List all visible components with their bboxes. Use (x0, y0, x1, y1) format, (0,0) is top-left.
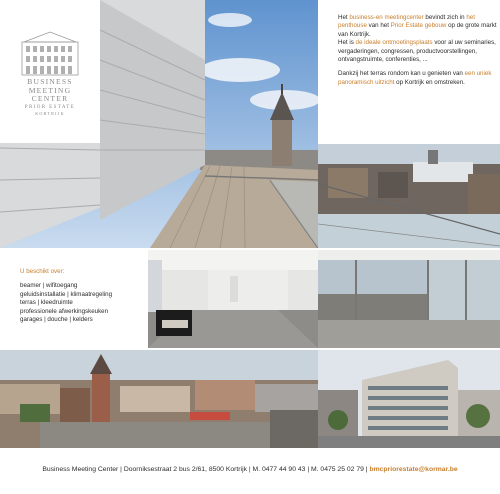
features-heading: U beschikt over: (20, 268, 65, 275)
features-line: garages | douche | kelders (20, 316, 93, 324)
footer-separator: | (120, 466, 124, 473)
features-list (20, 268, 148, 324)
footer-company: Business Meeting Center (42, 466, 119, 473)
intro-text-run: van het (366, 22, 391, 30)
intro-highlight: business-en meetingcenter (349, 14, 424, 21)
intro-text-run: op Kortrijk en omstreken. (394, 78, 465, 86)
footer-phone-2[interactable]: M. 0475 25 02 79 (310, 466, 364, 473)
footer-email-link[interactable]: bmcpriorestate@kormar.be (369, 466, 458, 473)
features-line: geluidsinstallatie | klimaatregeling (20, 290, 113, 298)
logo-panel (0, 0, 100, 143)
footer-phone-1[interactable]: M. 0477 44 90 43 (252, 466, 306, 473)
intro-text (338, 14, 498, 93)
intro-highlight: een uniek panoramisch uitzicht (338, 70, 492, 86)
intro-text-run: Het (338, 14, 350, 21)
building-logo-icon (20, 30, 80, 76)
logo-line-prior-estate: PRIOR ESTATE (24, 104, 76, 110)
footer-separator: | (307, 466, 311, 473)
intro-text-run: Het is (338, 39, 356, 47)
logo-wordmark (0, 78, 100, 116)
logo-line-meeting: MEETING (28, 85, 72, 95)
intro-highlight: Prior Estate gebouw (390, 22, 447, 30)
prior-estate-building-photo (318, 350, 500, 448)
intro-paragraph-1 (338, 14, 498, 64)
intro-highlight: het penthouse (338, 14, 475, 30)
logo-line-business: BUSINESS (27, 77, 73, 86)
features-line: beamer | wifitoegang (20, 282, 78, 290)
city-view-photo (318, 144, 500, 248)
market-square-photo (0, 350, 318, 448)
footer-contact (0, 463, 500, 477)
intro-text-run: op de grote markt van Kortrijk. (338, 22, 497, 38)
footer-separator: | (248, 466, 253, 473)
interior-photo (148, 250, 318, 348)
intro-text-run: Dankzij het terras rondom kan u genieten van (338, 70, 465, 78)
intro-text-run: voor al uw seminaries, vergaderingen, congressen, productvoorstellingen, ontvangstruimte, conferenties, ... (338, 39, 496, 64)
footer-address: Doorniksestraat 2 bus 2/61, 8500 Kortrijk (123, 466, 247, 473)
features-line: terras | kleedruimte (20, 299, 73, 307)
features-line: professionele afwerkingskeuken (20, 307, 109, 315)
logo-line-center: CENTER (31, 94, 69, 104)
footer-separator: | (365, 466, 370, 473)
intro-paragraph-2 (338, 70, 498, 87)
intro-highlight: de ideale ontmoetingsplaats (355, 39, 433, 47)
intro-text-run: bevindt zich in (423, 14, 467, 21)
glass-room-photo (318, 250, 500, 348)
logo-line-kortrijk: KORTRIJK (35, 110, 65, 116)
